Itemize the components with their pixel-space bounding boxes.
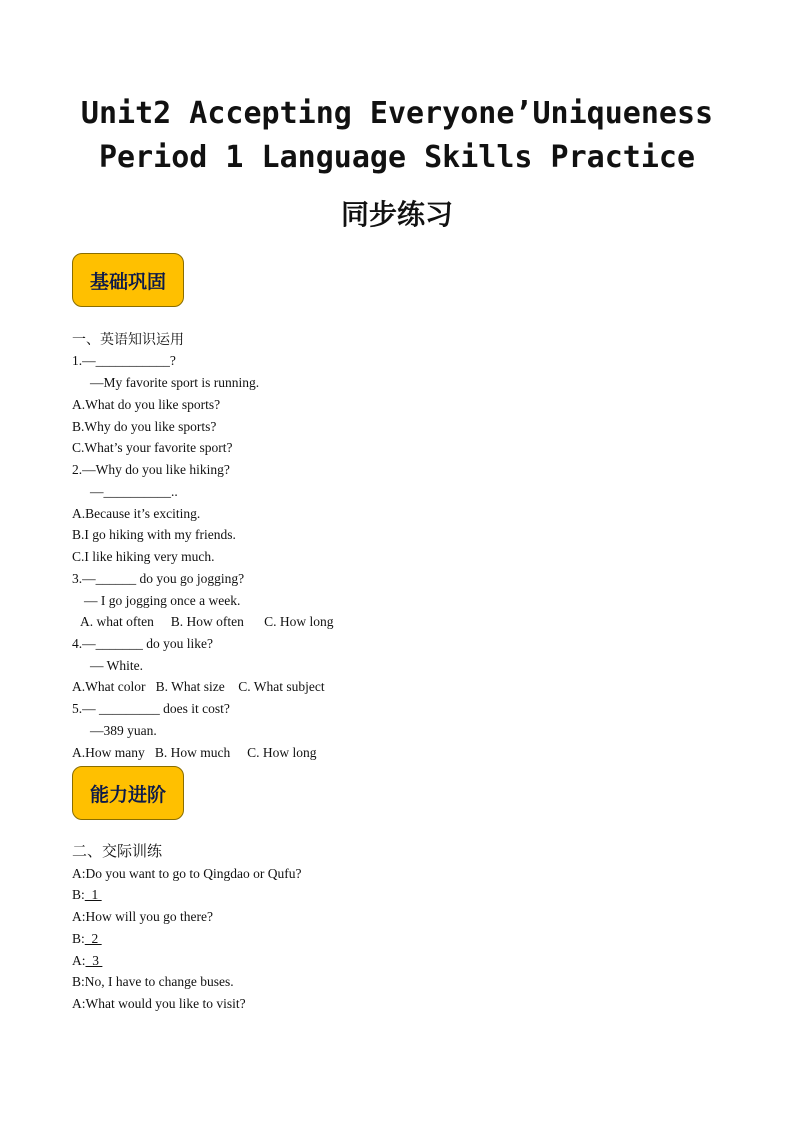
dialogue-line: A:How will you go there? — [72, 909, 213, 924]
dialogue-blank: 2 — [84, 931, 102, 946]
dialogue-speaker: A: — [72, 953, 86, 968]
section1-heading: 一、英语知识运用 — [72, 332, 184, 348]
dialogue-line — [72, 931, 102, 947]
section2-heading: 二、交际训练 — [72, 842, 163, 860]
dialogue-line: A:What would you like to visit? — [72, 996, 246, 1011]
option-line: A.What color B. What size C. What subject — [72, 679, 325, 694]
question-line: 2.—Why do you like hiking? — [72, 462, 230, 477]
answer-line: —My favorite sport is running. — [90, 375, 260, 390]
dialogue-blank: 1 — [84, 887, 102, 902]
question-line: 1.—___________? — [72, 353, 176, 368]
question-line: 3.—______ do you go jogging? — [72, 571, 245, 586]
page-subtitle: 同步练习 — [340, 198, 453, 231]
section-badge-advanced: 能力进阶 — [72, 766, 184, 820]
option-line: B.Why do you like sports? — [72, 419, 217, 434]
dialogue-speaker: B: — [72, 887, 85, 902]
option-line: A. what often B. How often C. How long — [80, 614, 334, 629]
option-line: C.What’s your favorite sport? — [72, 440, 233, 455]
page-title-line1: Unit2 Accepting Everyone’Uniqueness — [80, 96, 714, 131]
option-line: A.Because it’s exciting. — [72, 506, 201, 521]
dialogue-line: A:Do you want to go to Qingdao or Qufu? — [72, 866, 302, 881]
answer-line: — I go jogging once a week. — [84, 593, 241, 608]
dialogue-speaker: B: — [72, 931, 85, 946]
option-line: A.What do you like sports? — [72, 397, 221, 412]
question-line: 4.—_______ do you like? — [72, 636, 213, 651]
option-line: C.I like hiking very much. — [72, 549, 215, 564]
dialogue-blank: 3 — [85, 953, 103, 968]
dialogue-line — [72, 953, 102, 969]
answer-line: —__________.. — [90, 484, 178, 499]
dialogue-line: B:No, I have to change buses. — [72, 974, 234, 989]
page-title-line2: Period 1 Language Skills Practice — [98, 140, 696, 175]
answer-line: — White. — [90, 658, 143, 673]
option-line: A.How many B. How much C. How long — [72, 745, 317, 760]
option-line: B.I go hiking with my friends. — [72, 527, 236, 542]
section-badge-basic: 基础巩固 — [72, 253, 184, 307]
question-line: 5.— _________ does it cost? — [72, 701, 230, 716]
dialogue-line — [72, 887, 102, 903]
answer-line: —389 yuan. — [90, 723, 157, 738]
